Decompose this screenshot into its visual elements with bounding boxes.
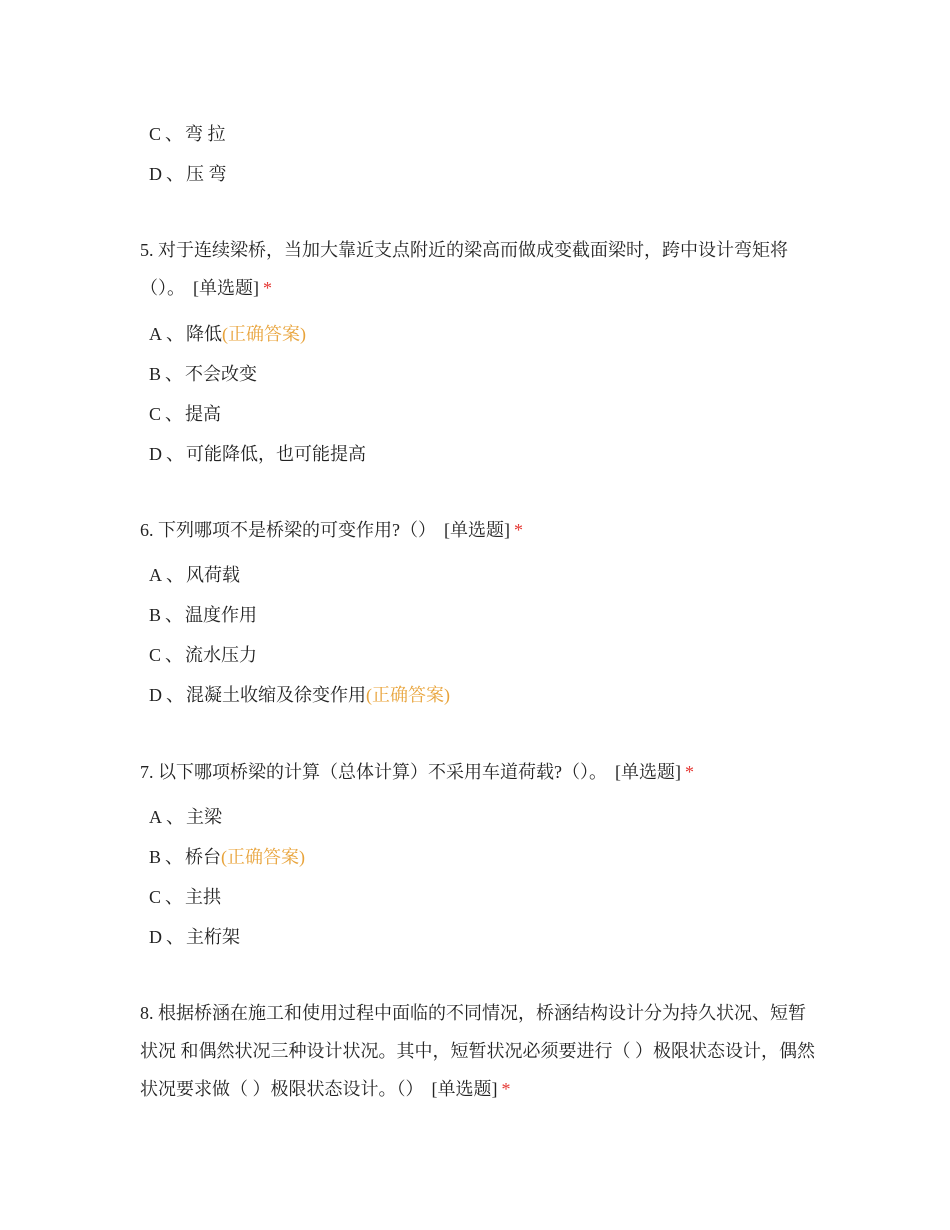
option-text: 主梁 [186,807,222,827]
question-text: 7. 以下哪项桥梁的计算（总体计算）不采用车道荷载?（）。 [140,762,607,782]
question-type-tag: [单选题] [193,278,259,298]
option-text: 弯 拉 [185,124,226,144]
option-letter: A [149,565,162,585]
option-text: 风荷载 [186,565,240,585]
option-sep: 、 [165,605,184,625]
question-7-title [140,753,820,791]
correct-answer-mark: (正确答案) [221,847,306,867]
option-letter: D [149,444,162,464]
option-letter: D [149,164,162,184]
option-letter: C [149,887,162,907]
option-6-b[interactable] [149,603,257,627]
option-letter: B [149,364,162,384]
option-sep: 、 [165,364,184,384]
option-prev-c[interactable] [149,122,226,146]
required-mark: * [501,1079,511,1099]
correct-answer-mark: (正确答案) [222,324,306,344]
option-5-d[interactable] [149,442,366,466]
option-text: 降低 [186,324,222,344]
question-6-title [140,511,820,549]
option-7-a[interactable] [149,805,222,829]
option-letter: A [149,324,162,344]
question-text: 5. 对于连续梁桥，当加大靠近支点附近的梁高而做成变截面梁时，跨中设计弯矩将（）。 [140,240,788,298]
required-mark: * [514,520,523,540]
option-sep: 、 [166,927,184,947]
option-text: 混凝土收缩及徐变作用 [186,685,366,705]
option-6-d[interactable] [149,683,450,707]
option-prev-d[interactable] [149,162,227,186]
option-sep: 、 [166,164,184,184]
option-text: 压 弯 [186,164,227,184]
option-letter: D [149,685,162,705]
option-text: 主拱 [185,887,222,907]
option-sep: 、 [166,685,184,705]
option-7-d[interactable] [149,925,240,949]
correct-answer-mark: (正确答案) [366,685,450,705]
option-5-a[interactable] [149,322,306,346]
option-letter: A [149,807,162,827]
required-mark: * [685,762,694,782]
option-text: 桥台 [185,847,222,867]
option-sep: 、 [165,887,184,907]
option-text: 不会改变 [185,364,258,384]
question-text: 6. 下列哪项不是桥梁的可变作用?（） [140,520,436,540]
option-sep: 、 [165,847,184,867]
question-type-tag: [单选题] [444,520,510,540]
option-letter: C [149,124,162,144]
question-type-tag: [单选题] [431,1079,498,1099]
option-sep: 、 [166,324,184,344]
option-sep: 、 [166,565,184,585]
option-letter: C [149,645,162,665]
option-text: 提高 [185,404,222,424]
option-6-a[interactable] [149,563,240,587]
option-text: 流水压力 [185,645,258,665]
option-5-c[interactable] [149,402,221,426]
option-letter: C [149,404,162,424]
option-6-c[interactable] [149,643,257,667]
question-text: 8. 根据桥涵在施工和使用过程中面临的不同情况，桥涵结构设计分为持久状况、短暂状况 和偶然状况三种设计状况。其中，短暂状况必须要进行（ ）极限状态设计，偶然状况要求做（ ）极限状态设计。（） [140,1003,815,1099]
option-letter: D [149,927,162,947]
option-sep: 、 [165,404,184,424]
option-text: 可能降低，也可能提高 [186,444,366,464]
option-text: 主桁架 [186,927,240,947]
option-sep: 、 [165,645,184,665]
option-letter: B [149,847,162,867]
option-text: 温度作用 [185,605,258,625]
question-5-title [140,231,820,307]
option-sep: 、 [166,444,184,464]
option-5-b[interactable] [149,362,257,386]
option-7-b[interactable] [149,845,305,869]
option-letter: B [149,605,162,625]
option-sep: 、 [166,807,184,827]
question-type-tag: [单选题] [615,762,681,782]
option-7-c[interactable] [149,885,221,909]
option-sep: 、 [165,124,184,144]
required-mark: * [263,278,272,298]
question-8-title [140,994,820,1108]
